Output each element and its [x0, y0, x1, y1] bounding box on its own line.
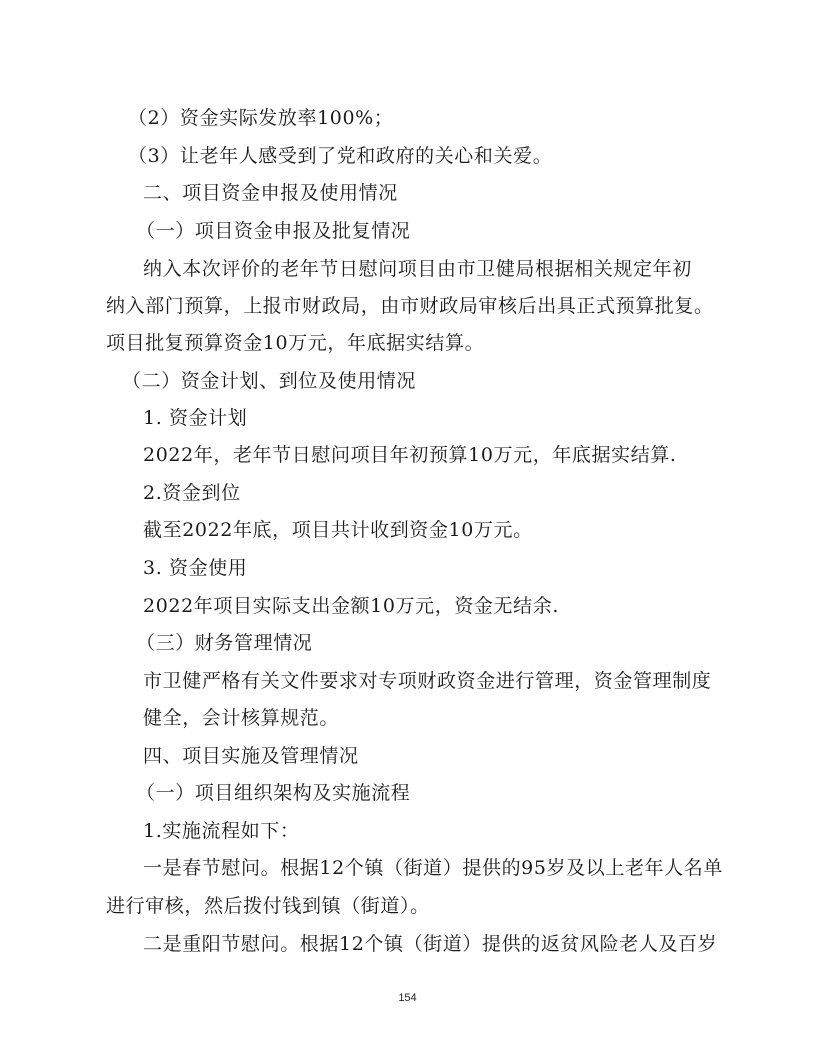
page-number: 154 [398, 992, 417, 1004]
text-line-1: （2）资金实际发放率100%； [128, 107, 394, 129]
paragraph-line: 一是春节慰问。根据12个镇（街道）提供的95岁及以上老年人名单 [143, 857, 723, 879]
item-heading-1: 1. 资金计划 [143, 407, 248, 429]
paragraph-line: 健全，会计核算规范。 [143, 707, 340, 729]
section-heading-2: 二、项目资金申报及使用情况 [143, 182, 398, 204]
paragraph-line: 2022年，老年节日慰问项目年初预算10万元，年底据实结算. [143, 444, 677, 466]
item-heading-1: 1.实施流程如下： [143, 820, 300, 842]
subsection-heading-4-1: （一）项目组织架构及实施流程 [136, 782, 411, 804]
subsection-heading-2-3: （三）财务管理情况 [136, 632, 313, 654]
section-heading-4: 四、项目实施及管理情况 [143, 745, 359, 767]
paragraph-line: 项目批复预算资金10万元，年底据实结算。 [106, 332, 485, 354]
subsection-heading-2-2: （二）资金计划、到位及使用情况 [122, 370, 417, 392]
paragraph-line: 2022年项目实际支出金额10万元，资金无结余. [143, 595, 559, 617]
paragraph-line: 二是重阳节慰问。根据12个镇（街道）提供的返贫风险老人及百岁 [143, 933, 718, 955]
paragraph-line: 纳入本次评价的老年节日慰问项目由市卫健局根据相关规定年初 [143, 258, 692, 280]
item-heading-2: 2.资金到位 [143, 482, 241, 504]
paragraph-line: 截至2022年底，项目共计收到资金10万元。 [143, 519, 533, 541]
subsection-heading-2-1: （一）项目资金申报及批复情况 [136, 220, 411, 242]
item-heading-3: 3. 资金使用 [143, 557, 248, 579]
text-line-2: （3）让老年人感受到了党和政府的关心和关爱。 [128, 145, 553, 167]
paragraph-line: 市卫健严格有关文件要求对专项财政资金进行管理，资金管理制度 [143, 670, 712, 692]
paragraph-line: 进行审核，然后拨付钱到镇（街道）。 [106, 895, 430, 917]
paragraph-line: 纳入部门预算，上报市财政局，由市财政局审核后出具正式预算批复。 [106, 295, 714, 317]
